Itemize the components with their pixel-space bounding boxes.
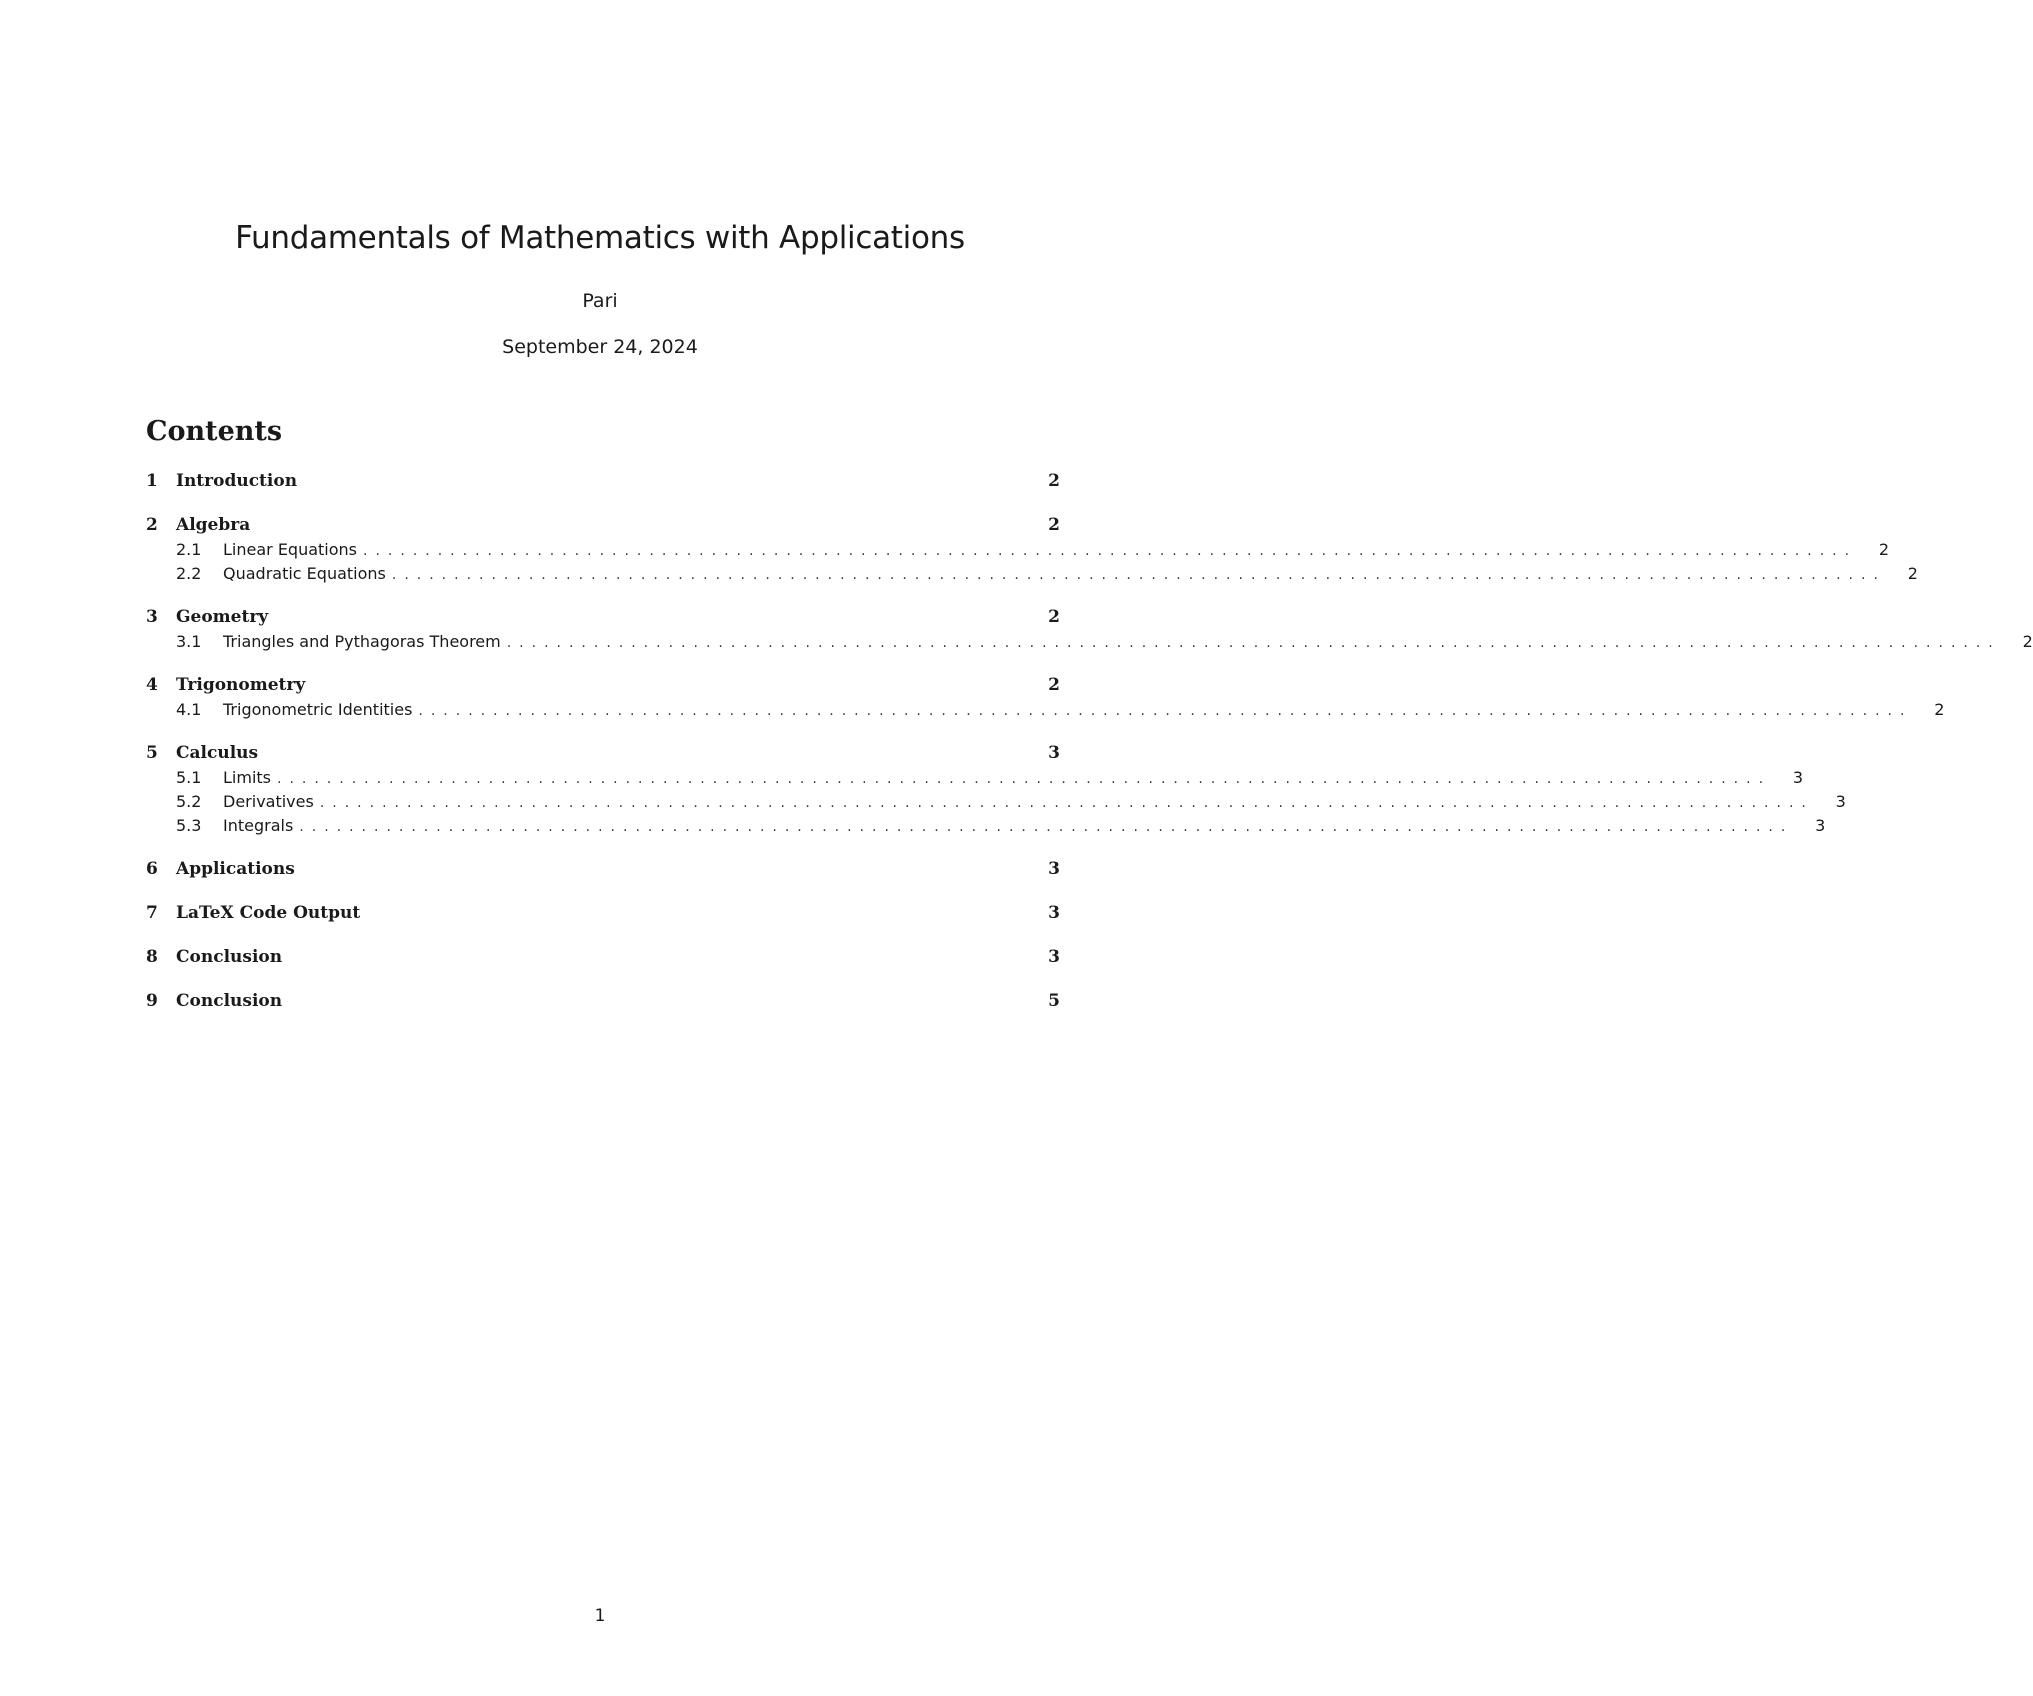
toc-subsection-number: 2.1 xyxy=(176,540,202,559)
document-date: September 24, 2024 xyxy=(502,336,698,358)
toc-subsection-number: 3.1 xyxy=(176,632,202,651)
toc-dot-leader: ........................................................................................................................ xyxy=(418,703,1913,719)
toc-entry-section[interactable] xyxy=(146,740,1060,766)
toc-dot-leader: ........................................................................................................................ xyxy=(506,635,2001,651)
toc-section xyxy=(146,672,1945,722)
toc-section-page: 2 xyxy=(1048,607,1060,627)
toc-entry-subsection[interactable] xyxy=(146,538,1890,562)
toc-section-number: 6 xyxy=(146,859,158,879)
toc-subsection-page: 2 xyxy=(1878,540,1890,559)
toc-entry-section[interactable] xyxy=(146,512,1060,538)
table-of-contents xyxy=(146,468,2033,1032)
toc-section-label: Conclusion xyxy=(176,947,283,967)
toc-section-number: 9 xyxy=(146,991,158,1011)
document-title: Fundamentals of Mathematics with Applications xyxy=(235,220,965,256)
toc-section-label: Trigonometry xyxy=(176,675,306,695)
toc-section-label: Geometry xyxy=(176,607,269,627)
toc-section-number: 1 xyxy=(146,471,158,491)
toc-section xyxy=(146,856,1060,882)
toc-section-number: 4 xyxy=(146,675,158,695)
document-author: Pari xyxy=(582,290,618,312)
toc-subsection-number: 4.1 xyxy=(176,700,202,719)
toc-subsection-number: 2.2 xyxy=(176,564,202,583)
toc-section-number: 5 xyxy=(146,743,158,763)
toc-section-number: 7 xyxy=(146,903,158,923)
toc-section-number: 2 xyxy=(146,515,158,535)
toc-subsection-page: 2 xyxy=(1907,564,1918,583)
toc-section-number: 3 xyxy=(146,607,158,627)
toc-section-page: 2 xyxy=(1048,471,1060,491)
toc-section-number: 8 xyxy=(146,947,158,967)
toc-subsection-label: Derivatives xyxy=(223,792,314,811)
toc-entry-section[interactable] xyxy=(146,900,1060,926)
toc-subsection-page: 2 xyxy=(2022,632,2033,651)
toc-entry-section[interactable] xyxy=(146,672,1060,698)
toc-subsection-page: 3 xyxy=(1815,816,1826,835)
toc-subsection-label: Limits xyxy=(223,768,271,787)
toc-dot-leader: ........................................................................................................................ xyxy=(277,771,1772,787)
toc-subsection-label: Triangles and Pythagoras Theorem xyxy=(223,632,501,651)
toc-section-page: 3 xyxy=(1048,947,1060,967)
toc-section-page: 2 xyxy=(1048,675,1060,695)
toc-entry-subsection[interactable] xyxy=(146,790,1846,814)
toc-section xyxy=(146,900,1060,926)
toc-dot-leader: ........................................................................................................................ xyxy=(391,567,1886,583)
toc-subsection-label: Integrals xyxy=(223,816,294,835)
toc-dot-leader: ........................................................................................................................ xyxy=(319,795,1814,811)
toc-section-label: Conclusion xyxy=(176,991,283,1011)
toc-entry-section[interactable] xyxy=(146,856,1060,882)
toc-subsection-label: Linear Equations xyxy=(223,540,358,559)
toc-entry-subsection[interactable] xyxy=(146,814,1826,838)
toc-entry-subsection[interactable] xyxy=(146,698,1945,722)
toc-subsection-number: 5.2 xyxy=(176,792,202,811)
toc-dot-leader: ........................................................................................................................ xyxy=(363,543,1858,559)
page-number: 1 xyxy=(594,1606,606,1626)
toc-entry-section[interactable] xyxy=(146,604,1060,630)
toc-section xyxy=(146,468,1060,494)
toc-section-label: Introduction xyxy=(176,471,298,491)
toc-subsection-page: 2 xyxy=(1934,700,1945,719)
toc-section-label: LaTeX Code Output xyxy=(176,903,361,923)
toc-section-page: 3 xyxy=(1048,903,1060,923)
toc-section xyxy=(146,944,1060,970)
toc-entry-section[interactable] xyxy=(146,988,1060,1014)
toc-entry-subsection[interactable] xyxy=(146,630,2033,654)
toc-section xyxy=(146,988,1060,1014)
toc-subsection-label: Quadratic Equations xyxy=(223,564,386,583)
toc-subsection-label: Trigonometric Identities xyxy=(223,700,413,719)
toc-section-page: 2 xyxy=(1048,515,1060,535)
toc-entry-subsection[interactable] xyxy=(146,766,1804,790)
toc-entry-subsection[interactable] xyxy=(146,562,1918,586)
toc-dot-leader: ........................................................................................................................ xyxy=(299,819,1794,835)
toc-subsection-number: 5.1 xyxy=(176,768,202,787)
toc-section-page: 5 xyxy=(1048,991,1060,1011)
toc-section xyxy=(146,512,1918,586)
contents-heading: Contents xyxy=(146,416,283,447)
toc-section-label: Applications xyxy=(176,859,295,879)
toc-section-label: Calculus xyxy=(176,743,259,763)
toc-subsection-number: 5.3 xyxy=(176,816,202,835)
toc-section-page: 3 xyxy=(1048,859,1060,879)
toc-section-page: 3 xyxy=(1048,743,1060,763)
toc-section-label: Algebra xyxy=(176,515,251,535)
toc-section xyxy=(146,740,1846,838)
toc-section xyxy=(146,604,2033,654)
toc-subsection-page: 3 xyxy=(1792,768,1804,787)
toc-subsection-page: 3 xyxy=(1835,792,1846,811)
toc-entry-section[interactable] xyxy=(146,468,1060,494)
toc-entry-section[interactable] xyxy=(146,944,1060,970)
